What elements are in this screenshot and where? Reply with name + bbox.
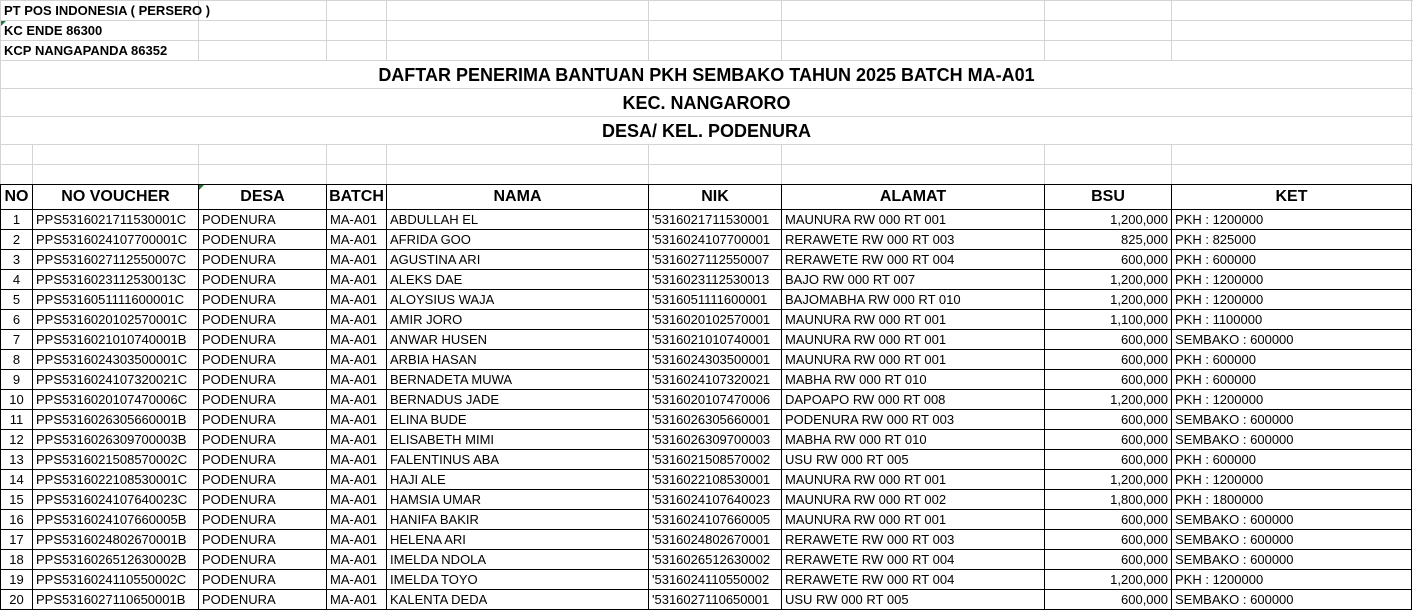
cell-voucher[interactable]: PPS5316020102570001C (33, 310, 199, 330)
cell-no[interactable]: 16 (1, 510, 33, 530)
cell-ket[interactable]: PKH : 1200000 (1172, 390, 1412, 410)
cell-alamat[interactable]: MAUNURA RW 000 RT 001 (782, 330, 1045, 350)
cell-voucher[interactable]: PPS5316027112550007C (33, 250, 199, 270)
table-body (1, 210, 1412, 610)
cell-batch[interactable]: MA-A01 (327, 570, 387, 590)
cell-no[interactable]: 9 (1, 370, 33, 390)
table-row (1, 490, 1412, 510)
cell-nik[interactable]: '5316024107700001 (649, 230, 782, 250)
cell-ket[interactable]: SEMBAKO : 600000 (1172, 550, 1412, 570)
cell-no[interactable]: 19 (1, 570, 33, 590)
cell-nama[interactable]: AMIR JORO (387, 310, 649, 330)
table-row (1, 330, 1412, 350)
cell-ket[interactable]: PKH : 1200000 (1172, 570, 1412, 590)
cell-bsu[interactable]: 825,000 (1045, 230, 1172, 250)
cell-no[interactable]: 11 (1, 410, 33, 430)
cell-voucher[interactable]: PPS5316021508570002C (33, 450, 199, 470)
cell-nama[interactable]: ELISABETH MIMI (387, 430, 649, 450)
cell-nama[interactable]: HAMSIA UMAR (387, 490, 649, 510)
cell-alamat[interactable]: MABHA RW 000 RT 010 (782, 430, 1045, 450)
cell-ket[interactable]: PKH : 1200000 (1172, 270, 1412, 290)
cell-ket[interactable]: SEMBAKO : 600000 (1172, 410, 1412, 430)
cell-bsu[interactable]: 1,200,000 (1045, 270, 1172, 290)
cell-nik[interactable]: '5316021010740001 (649, 330, 782, 350)
column-header-bsu[interactable]: BSU (1045, 185, 1172, 210)
cell-nik[interactable]: '5316027112550007 (649, 250, 782, 270)
cell-bsu[interactable]: 600,000 (1045, 550, 1172, 570)
cell-nama[interactable]: HELENA ARI (387, 530, 649, 550)
cell-bsu[interactable]: 600,000 (1045, 350, 1172, 370)
cell-alamat[interactable]: RERAWETE RW 000 RT 003 (782, 530, 1045, 550)
cell-nama[interactable]: FALENTINUS ABA (387, 450, 649, 470)
cell-alamat[interactable]: MAUNURA RW 000 RT 001 (782, 210, 1045, 230)
gridline (648, 0, 649, 60)
cell-nik[interactable]: '5316024110550002 (649, 570, 782, 590)
cell-voucher[interactable]: PPS5316051111600001C (33, 290, 199, 310)
cell-voucher[interactable]: PPS5316026305660001B (33, 410, 199, 430)
table-row (1, 450, 1412, 470)
cell-bsu[interactable]: 600,000 (1045, 370, 1172, 390)
cell-nik[interactable]: '5316020107470006 (649, 390, 782, 410)
gridline (386, 144, 387, 184)
kcp-label[interactable]: KCP (4, 43, 32, 58)
cell-desa[interactable]: PODENURA (199, 550, 327, 570)
cell-nik[interactable]: '5316026309700003 (649, 430, 782, 450)
kcp-value[interactable]: NANGAPANDA 86352 (35, 43, 168, 58)
subdistrict-title[interactable]: KEC. NANGARORO (622, 93, 791, 113)
cell-no[interactable]: 10 (1, 390, 33, 410)
cell-nama[interactable]: ABDULLAH EL (387, 210, 649, 230)
cell-nik[interactable]: '5316024107640023 (649, 490, 782, 510)
table-row (1, 210, 1412, 230)
cell-no[interactable]: 14 (1, 470, 33, 490)
cell-alamat[interactable]: USU RW 000 RT 005 (782, 590, 1045, 610)
cell-bsu[interactable]: 1,200,000 (1045, 470, 1172, 490)
cell-alamat[interactable]: DAPOAPO RW 000 RT 008 (782, 390, 1045, 410)
cell-alamat[interactable]: USU RW 000 RT 005 (782, 450, 1045, 470)
cell-voucher[interactable]: PPS5316024110550002C (33, 570, 199, 590)
cell-no[interactable]: 1 (1, 210, 33, 230)
table-row (1, 370, 1412, 390)
cell-batch[interactable]: MA-A01 (327, 330, 387, 350)
cell-desa[interactable]: PODENURA (199, 390, 327, 410)
cell-no[interactable]: 8 (1, 350, 33, 370)
cell-nama[interactable]: ALOYSIUS WAJA (387, 290, 649, 310)
cell-bsu[interactable]: 1,800,000 (1045, 490, 1172, 510)
cell-nik[interactable]: '5316020102570001 (649, 310, 782, 330)
cell-alamat[interactable]: MAUNURA RW 000 RT 001 (782, 470, 1045, 490)
cell-desa[interactable]: PODENURA (199, 590, 327, 610)
cell-bsu[interactable]: 1,200,000 (1045, 210, 1172, 230)
gridline (1171, 0, 1172, 60)
cell-voucher[interactable]: PPS5316027110650001B (33, 590, 199, 610)
cell-batch[interactable]: MA-A01 (327, 350, 387, 370)
cell-nama[interactable]: HAJI ALE (387, 470, 649, 490)
cell-ket[interactable]: PKH : 600000 (1172, 250, 1412, 270)
column-header-voucher[interactable]: NO VOUCHER (33, 185, 199, 210)
cell-no[interactable]: 3 (1, 250, 33, 270)
cell-desa[interactable]: PODENURA (199, 210, 327, 230)
cell-bsu[interactable]: 600,000 (1045, 510, 1172, 530)
table-row (1, 290, 1412, 310)
cell-ket[interactable]: PKH : 600000 (1172, 350, 1412, 370)
cell-voucher[interactable]: PPS5316024107660005B (33, 510, 199, 530)
cell-bsu[interactable]: 600,000 (1045, 530, 1172, 550)
cell-voucher[interactable]: PPS5316021010740001B (33, 330, 199, 350)
table-row (1, 410, 1412, 430)
cell-ket[interactable]: PKH : 1200000 (1172, 210, 1412, 230)
cell-desa[interactable]: PODENURA (199, 370, 327, 390)
column-header-ket[interactable]: KET (1172, 185, 1412, 210)
gridline (781, 144, 782, 184)
cell-bsu[interactable]: 1,200,000 (1045, 570, 1172, 590)
cell-batch[interactable]: MA-A01 (327, 310, 387, 330)
cell-voucher[interactable]: PPS5316022108530001C (33, 470, 199, 490)
cell-nama[interactable]: AFRIDA GOO (387, 230, 649, 250)
cell-bsu[interactable]: 600,000 (1045, 430, 1172, 450)
cell-batch[interactable]: MA-A01 (327, 470, 387, 490)
cell-alamat[interactable]: RERAWETE RW 000 RT 004 (782, 570, 1045, 590)
cell-nik[interactable]: '5316021711530001 (649, 210, 782, 230)
cell-nik[interactable]: '5316023112530013 (649, 270, 782, 290)
cell-alamat[interactable]: MAUNURA RW 000 RT 002 (782, 490, 1045, 510)
table-row (1, 270, 1412, 290)
column-header-nik[interactable]: NIK (649, 185, 782, 210)
table-row (1, 310, 1412, 330)
gridline (32, 144, 33, 184)
gridline (781, 0, 782, 60)
column-header-batch[interactable]: BATCH (327, 185, 387, 210)
gridline (0, 40, 1413, 41)
cell-alamat[interactable]: BAJOMABHA RW 000 RT 010 (782, 290, 1045, 310)
gridline (1171, 144, 1172, 184)
cell-desa[interactable]: PODENURA (199, 470, 327, 490)
cell-ket[interactable]: PKH : 1200000 (1172, 470, 1412, 490)
cell-ket[interactable]: PKH : 825000 (1172, 230, 1412, 250)
cell-nama[interactable]: BERNADETA MUWA (387, 370, 649, 390)
cell-ket[interactable]: SEMBAKO : 600000 (1172, 530, 1412, 550)
cell-bsu[interactable]: 1,200,000 (1045, 290, 1172, 310)
gridline (0, 20, 1413, 21)
cell-ket[interactable]: PKH : 1100000 (1172, 310, 1412, 330)
cell-batch[interactable]: MA-A01 (327, 270, 387, 290)
cell-no[interactable]: 15 (1, 490, 33, 510)
cell-nik[interactable]: '5316051111600001 (649, 290, 782, 310)
gridline (1044, 0, 1045, 60)
cell-bsu[interactable]: 600,000 (1045, 450, 1172, 470)
cell-no[interactable]: 20 (1, 590, 33, 610)
cell-bsu[interactable]: 600,000 (1045, 330, 1172, 350)
gridline (326, 144, 327, 184)
cell-alamat[interactable]: RERAWETE RW 000 RT 004 (782, 250, 1045, 270)
cell-desa[interactable]: PODENURA (199, 490, 327, 510)
cell-alamat[interactable]: RERAWETE RW 000 RT 003 (782, 230, 1045, 250)
column-header-nama[interactable]: NAMA (387, 185, 649, 210)
cell-batch[interactable]: MA-A01 (327, 510, 387, 530)
cell-no[interactable]: 13 (1, 450, 33, 470)
cell-batch[interactable]: MA-A01 (327, 550, 387, 570)
column-header-alamat[interactable]: ALAMAT (782, 185, 1045, 210)
cell-nik[interactable]: '5316024802670001 (649, 530, 782, 550)
village-title[interactable]: DESA/ KEL. PODENURA (601, 121, 812, 141)
gridline (648, 144, 649, 184)
gridline (386, 0, 387, 60)
cell-desa[interactable]: PODENURA (199, 290, 327, 310)
cell-no[interactable]: 4 (1, 270, 33, 290)
cell-nik[interactable]: '5316022108530001 (649, 470, 782, 490)
cell-nik[interactable]: '5316024107320021 (649, 370, 782, 390)
table-row (1, 530, 1412, 550)
cell-nama[interactable]: IMELDA TOYO (387, 570, 649, 590)
table-row (1, 430, 1412, 450)
cell-alamat[interactable]: MAUNURA RW 000 RT 001 (782, 510, 1045, 530)
cell-batch[interactable]: MA-A01 (327, 390, 387, 410)
cell-batch[interactable]: MA-A01 (327, 370, 387, 390)
cell-voucher[interactable]: PPS5316024107640023C (33, 490, 199, 510)
cell-alamat[interactable]: PODENURA RW 000 RT 003 (782, 410, 1045, 430)
recipients-table (0, 184, 1412, 610)
cell-desa[interactable]: PODENURA (199, 230, 327, 250)
company-name[interactable]: PT POS INDONESIA ( PERSERO ) (4, 3, 211, 18)
cell-desa[interactable]: PODENURA (199, 430, 327, 450)
cell-nik[interactable]: '5316021508570002 (649, 450, 782, 470)
cell-no[interactable]: 18 (1, 550, 33, 570)
gridline (198, 144, 199, 184)
cell-ket[interactable]: SEMBAKO : 600000 (1172, 430, 1412, 450)
gridline (0, 164, 1413, 165)
cell-voucher[interactable]: PPS5316026309700003B (33, 430, 199, 450)
cell-batch[interactable]: MA-A01 (327, 410, 387, 430)
cell-ket[interactable]: PKH : 600000 (1172, 370, 1412, 390)
table-header-row (1, 185, 1412, 210)
gridline (326, 0, 327, 60)
column-header-no[interactable]: NO (1, 185, 33, 210)
cell-batch[interactable]: MA-A01 (327, 450, 387, 470)
cell-nik[interactable]: '5316026512630002 (649, 550, 782, 570)
cell-no[interactable]: 7 (1, 330, 33, 350)
cell-desa[interactable]: PODENURA (199, 310, 327, 330)
cell-alamat[interactable]: MABHA RW 000 RT 010 (782, 370, 1045, 390)
cell-no[interactable]: 6 (1, 310, 33, 330)
cell-desa[interactable]: PODENURA (199, 270, 327, 290)
cell-nik[interactable]: '5316026305660001 (649, 410, 782, 430)
cell-desa[interactable]: PODENURA (199, 350, 327, 370)
cell-desa[interactable]: PODENURA (199, 410, 327, 430)
cell-no[interactable]: 2 (1, 230, 33, 250)
cell-no[interactable]: 5 (1, 290, 33, 310)
cell-voucher[interactable]: PPS5316024303500001C (33, 350, 199, 370)
cell-alamat[interactable]: RERAWETE RW 000 RT 004 (782, 550, 1045, 570)
cell-batch[interactable]: MA-A01 (327, 290, 387, 310)
cell-voucher[interactable]: PPS5316023112530013C (33, 270, 199, 290)
cell-nama[interactable]: BERNADUS JADE (387, 390, 649, 410)
cell-nama[interactable]: KALENTA DEDA (387, 590, 649, 610)
cell-marker (199, 185, 204, 190)
cell-desa[interactable]: PODENURA (199, 450, 327, 470)
cell-bsu[interactable]: 600,000 (1045, 410, 1172, 430)
cell-batch[interactable]: MA-A01 (327, 490, 387, 510)
cell-nama[interactable]: ALEKS DAE (387, 270, 649, 290)
cell-desa[interactable]: PODENURA (199, 570, 327, 590)
cell-batch[interactable]: MA-A01 (327, 230, 387, 250)
cell-alamat[interactable]: BAJO RW 000 RT 007 (782, 270, 1045, 290)
cell-nama[interactable]: ANWAR HUSEN (387, 330, 649, 350)
cell-nama[interactable]: AGUSTINA ARI (387, 250, 649, 270)
table-row (1, 550, 1412, 570)
cell-desa[interactable]: PODENURA (199, 510, 327, 530)
table-row (1, 510, 1412, 530)
cell-bsu[interactable]: 600,000 (1045, 590, 1172, 610)
table-row (1, 470, 1412, 490)
cell-voucher[interactable]: PPS5316024107700001C (33, 230, 199, 250)
cell-batch[interactable]: MA-A01 (327, 530, 387, 550)
cell-ket[interactable]: SEMBAKO : 600000 (1172, 330, 1412, 350)
table-row (1, 230, 1412, 250)
cell-batch[interactable]: MA-A01 (327, 210, 387, 230)
cell-no[interactable]: 17 (1, 530, 33, 550)
column-header-desa[interactable]: DESA (199, 185, 327, 210)
gridline (0, 0, 1413, 1)
cell-batch[interactable]: MA-A01 (327, 590, 387, 610)
cell-voucher[interactable]: PPS5316024802670001B (33, 530, 199, 550)
table-row (1, 250, 1412, 270)
cell-bsu[interactable]: 600,000 (1045, 250, 1172, 270)
cell-bsu[interactable]: 1,100,000 (1045, 310, 1172, 330)
kc-label[interactable]: KC ENDE 86300 (4, 23, 103, 38)
cell-no[interactable]: 12 (1, 430, 33, 450)
cell-nik[interactable]: '5316024107660005 (649, 510, 782, 530)
cell-ket[interactable]: SEMBAKO : 600000 (1172, 510, 1412, 530)
cell-nama[interactable]: IMELDA NDOLA (387, 550, 649, 570)
cell-nik[interactable]: '5316024303500001 (649, 350, 782, 370)
cell-voucher[interactable]: PPS5316020107470006C (33, 390, 199, 410)
cell-voucher[interactable]: PPS5316024107320021C (33, 370, 199, 390)
cell-nik[interactable]: '5316027110650001 (649, 590, 782, 610)
table-row (1, 590, 1412, 610)
cell-alamat[interactable]: MAUNURA RW 000 RT 001 (782, 350, 1045, 370)
table-row (1, 570, 1412, 590)
gridline (1044, 144, 1045, 184)
cell-desa[interactable]: PODENURA (199, 250, 327, 270)
cell-alamat[interactable]: MAUNURA RW 000 RT 001 (782, 310, 1045, 330)
cell-voucher[interactable]: PPS5316021711530001C (33, 210, 199, 230)
table-row (1, 390, 1412, 410)
cell-nama[interactable]: HANIFA BAKIR (387, 510, 649, 530)
cell-desa[interactable]: PODENURA (199, 530, 327, 550)
document-title[interactable]: DAFTAR PENERIMA BANTUAN PKH SEMBAKO TAHUN 2025 BATCH MA-A01 (378, 65, 1035, 85)
cell-desa[interactable]: PODENURA (199, 330, 327, 350)
table-row (1, 350, 1412, 370)
cell-ket[interactable]: PKH : 600000 (1172, 450, 1412, 470)
cell-nama[interactable]: ARBIA HASAN (387, 350, 649, 370)
cell-ket[interactable]: SEMBAKO : 600000 (1172, 590, 1412, 610)
cell-ket[interactable]: PKH : 1800000 (1172, 490, 1412, 510)
cell-batch[interactable]: MA-A01 (327, 430, 387, 450)
cell-voucher[interactable]: PPS5316026512630002B (33, 550, 199, 570)
cell-batch[interactable]: MA-A01 (327, 250, 387, 270)
cell-ket[interactable]: PKH : 1200000 (1172, 290, 1412, 310)
cell-nama[interactable]: ELINA BUDE (387, 410, 649, 430)
cell-bsu[interactable]: 1,200,000 (1045, 390, 1172, 410)
